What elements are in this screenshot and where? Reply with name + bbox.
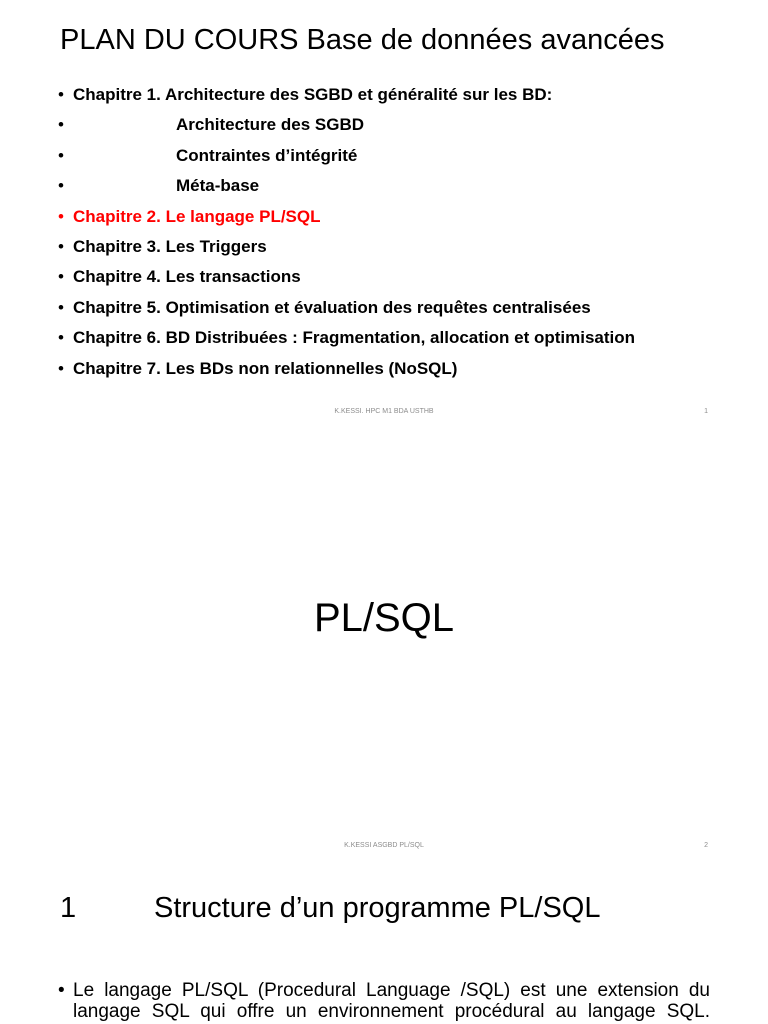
bullet-icon: •	[58, 176, 64, 196]
bullet-icon: •	[58, 115, 64, 135]
list-item-text: Contraintes d’intégrité	[176, 145, 358, 165]
list-item-text: Chapitre 1. Architecture des SGBD et généralité sur les BD:	[73, 85, 553, 104]
section-title: Structure d’un programme PL/SQL	[154, 892, 601, 924]
bullet-icon: •	[58, 85, 64, 104]
bullet-icon: •	[58, 297, 64, 317]
slide-plan-du-cours	[0, 0, 768, 432]
bullet-icon: •	[58, 206, 64, 226]
slide-number: 1	[704, 408, 708, 415]
slide-footer: K.KESSI ASGBD PL/SQL	[344, 842, 424, 849]
list-item-text: Chapitre 7. Les BDs non relationnelles (NoSQL)	[73, 358, 458, 378]
section-number: 1	[60, 892, 77, 924]
slide-title: PLAN DU COURS Base de données avancées	[60, 24, 665, 56]
paragraph-line: Le langage PL/SQL (Procedural Language /SQL) est une extension du	[73, 980, 710, 1001]
paragraph	[58, 980, 710, 1022]
slide-number: 2	[704, 842, 708, 849]
list-item-text: Méta-base	[176, 176, 260, 196]
slide-plsql-title	[0, 432, 768, 864]
bullet-icon: •	[58, 267, 64, 287]
bullet-icon: •	[58, 236, 64, 256]
slide-footer: K.KESSI. HPC M1 BDA USTHB	[334, 408, 434, 415]
list-item-text: Chapitre 4. Les transactions	[73, 267, 301, 287]
bullet-icon: •	[58, 980, 65, 1001]
paragraph-line: langage SQL qui offre un environnement procédural au langage SQL.	[73, 1001, 710, 1022]
list-item-text: Chapitre 5. Optimisation et évaluation des requêtes centralisées	[73, 297, 591, 317]
slide-structure-programme	[0, 864, 768, 1024]
list-item-text: Chapitre 6. BD Distribuées : Fragmentation, allocation et optimisation	[73, 328, 636, 348]
list-item-text: Chapitre 3. Les Triggers	[73, 236, 267, 256]
slide-title: PL/SQL	[313, 596, 455, 640]
bullet-icon: •	[58, 145, 64, 165]
bullet-icon: •	[58, 358, 64, 378]
bullet-icon: •	[58, 328, 64, 348]
list-item-text: Architecture des SGBD	[176, 115, 364, 135]
list-item-text: Chapitre 2. Le langage PL/SQL	[73, 206, 321, 226]
